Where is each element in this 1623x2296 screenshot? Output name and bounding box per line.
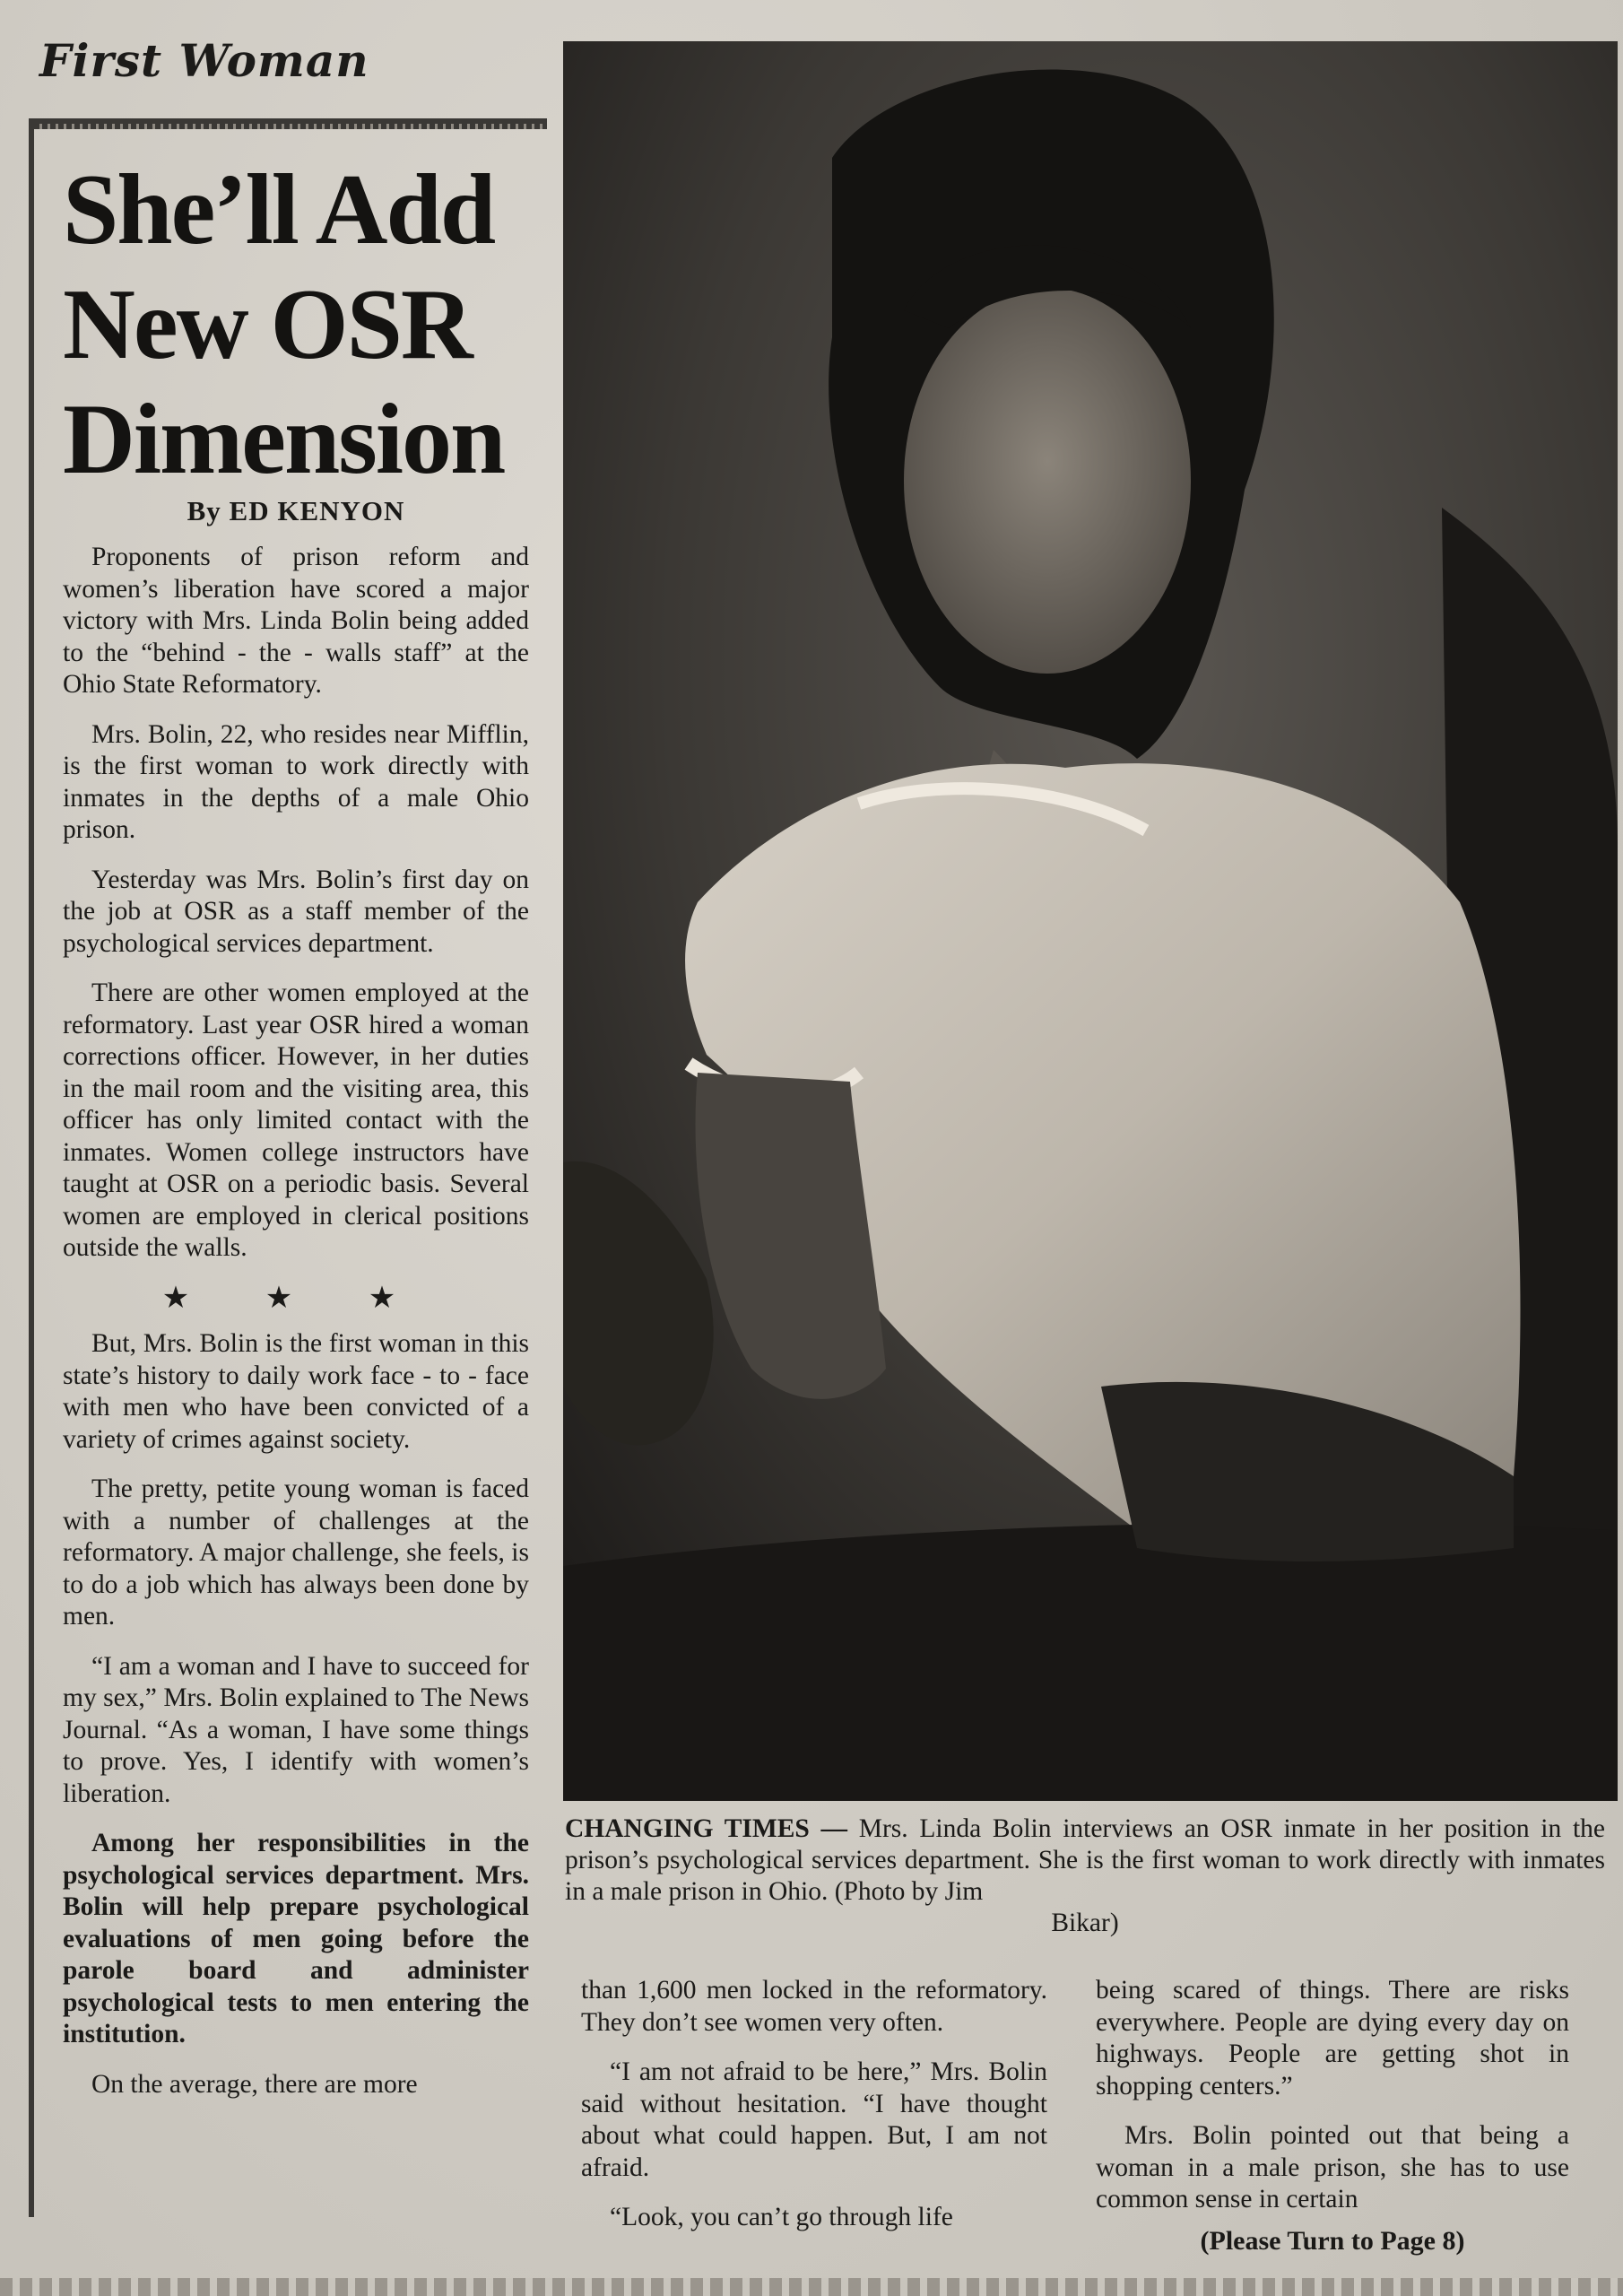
paragraph: On the average, there are more (91, 2069, 418, 2099)
paragraph: “I am a woman and I have to succeed for my sex,” Mrs. Bolin explained to The News Journal. “As a woman, I have some things to prove. Yes, I identify with women’s liberation. (63, 1651, 529, 1808)
paragraph: Among her responsibilities in the psychological services department. Mrs. Bolin will help prepare psychological evaluations of men going before the parole board and administer psychological tests to men entering the institution. (63, 1829, 529, 2048)
caption-text: Mrs. Linda Bolin interviews an OSR inmate in her position in the prison’s psychological services department. She is the first woman to work directly with inmates in a male prison in Ohio. (Photo by Jim (565, 1814, 1605, 1906)
paragraph: “I am not afraid to be here,” Mrs. Bolin said without hesitation. “I have thought about what could happen. But, I am not afraid. (581, 2057, 1047, 2182)
continuation-note: (Please Turn to Page 8) (1200, 2226, 1465, 2256)
section-divider-stars: ★ ★ ★ (161, 1281, 430, 1315)
photo-caption (565, 1813, 1605, 1939)
paragraph: The pretty, petite young woman is faced with a number of challenges at the reformatory. A major challenge, she feels, is to do a job which has always been done by men. (63, 1474, 529, 1631)
paragraph: There are other women employed at the reformatory. Last year OSR hired a woman corrections officer. However, in her duties in the mail room and the visiting area, this officer has only limited contact with the inmates. Women college instructors have taught at OSR on a periodic basis. Several women are employed in clerical positions outside the walls. (63, 978, 529, 1262)
article-column-middle (581, 1975, 1047, 2252)
paragraph: “Look, you can’t go through life (610, 2203, 953, 2231)
headline: She’ll Add New OSR Dimension (63, 154, 505, 495)
caption-lead: CHANGING TIMES — (565, 1814, 848, 1843)
byline: By ED KENYON (187, 495, 405, 526)
paragraph: than 1,600 men locked in the reformatory. They don’t see women very often. (581, 1976, 1047, 2037)
section-kicker: First Woman (39, 34, 369, 87)
paragraph: Mrs. Bolin pointed out that being a woman in a male prison, she has to use common sense in certain (1096, 2121, 1569, 2213)
news-photo (563, 41, 1618, 1801)
article-column-right (1096, 1975, 1569, 2234)
paragraph: being scared of things. There are risks everywhere. People are dying every day on highways. People are getting shot in shopping centers.” (1096, 1976, 1569, 2100)
paragraph: Proponents of prison reform and women’s liberation have scored a major victory with Mrs. Linda Bolin being added to the “behind - the - walls staff” at the Ohio State Reformatory. (63, 543, 529, 699)
paragraph: But, Mrs. Bolin is the first woman in this state’s history to daily work face - to - face with men who have been convicted of a variety of crimes against society. (63, 1329, 529, 1454)
paragraph: Mrs. Bolin, 22, who resides near Mifflin, is the first woman to work directly with inmates in the depths of a male Ohio prison. (63, 719, 529, 844)
paragraph: Yesterday was Mrs. Bolin’s first day on the job at OSR as a staff member of the psychological services department. (63, 865, 529, 958)
article-column-left (63, 542, 529, 2118)
page-bottom-rule (0, 2278, 1623, 2296)
caption-credit-end: Bikar) (1051, 1909, 1119, 1937)
